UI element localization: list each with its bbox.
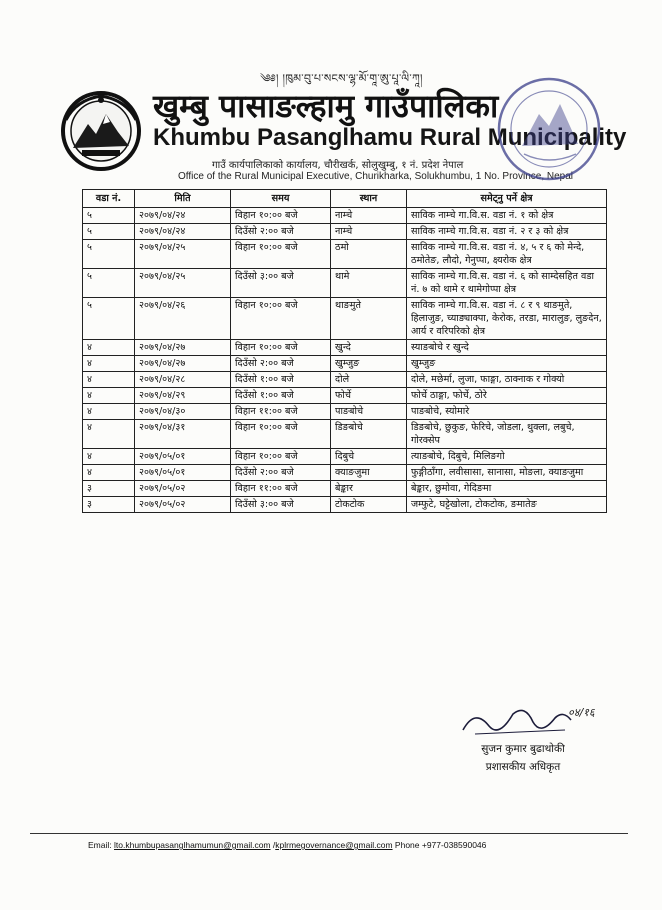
signer-name: सुजन कुमार बुढाथोकी — [481, 743, 565, 755]
area-cell: स्याङबोचे र खुन्दे — [407, 340, 607, 356]
table-row — [83, 269, 607, 298]
time-cell: दिउँसो १:०० बजे — [231, 372, 331, 388]
area-cell: साविक नाम्चे गा.वि.स. वडा नं. ८ र ९ थाङमुते, हिलाजुङ, च्याङ्याक्पा, केरोक, तरडा, मारालुङ, लुङदेन, आर्य र वरिपरिको क्षेत्र — [407, 298, 607, 340]
place-cell: थामे — [331, 269, 407, 298]
municipality-emblem-icon — [60, 90, 142, 172]
date-cell: २०७९/०४/२४ — [135, 208, 231, 224]
place-cell: बेङ्कार — [331, 481, 407, 497]
place-cell: नाम्चे — [331, 224, 407, 240]
time-cell: दिउँसो २:०० बजे — [231, 465, 331, 481]
date-cell: २०७९/०५/०२ — [135, 481, 231, 497]
municipality-title-nepali: खुम्बु पासाङल्हामु गाउँपालिका — [153, 87, 499, 125]
ward-cell: ५ — [83, 224, 135, 240]
area-cell: फोर्चे ठाङ्गा, फोर्चे, ठोरे — [407, 388, 607, 404]
ward-cell: ४ — [83, 340, 135, 356]
time-cell: दिउँसो १:०० बजे — [231, 388, 331, 404]
column-header-place: स्थान — [331, 190, 407, 208]
email-link-2[interactable]: kplrmegovernance@gmail.com — [275, 840, 393, 850]
date-cell: २०७९/०४/३० — [135, 404, 231, 420]
time-cell: दिउँसो ३:०० बजे — [231, 269, 331, 298]
time-cell: दिउँसो २:०० बजे — [231, 224, 331, 240]
ward-cell: ५ — [83, 208, 135, 224]
table-row — [83, 404, 607, 420]
time-cell: विहान १०:०० बजे — [231, 240, 331, 269]
place-cell: टोकटोक — [331, 497, 407, 513]
footer-divider — [30, 833, 628, 834]
column-header-area: समेट्नु पर्ने क्षेत्र — [407, 190, 607, 208]
place-cell: खुम्जुङ — [331, 356, 407, 372]
place-cell: दिबुचे — [331, 449, 407, 465]
ward-cell: ४ — [83, 449, 135, 465]
date-cell: २०७९/०४/२५ — [135, 240, 231, 269]
place-cell: क्याङजुमा — [331, 465, 407, 481]
table-row — [83, 240, 607, 269]
date-cell: २०७९/०४/२६ — [135, 298, 231, 340]
table-row — [83, 481, 607, 497]
table-row — [83, 388, 607, 404]
date-cell: २०७९/०४/२४ — [135, 224, 231, 240]
ward-cell: ३ — [83, 481, 135, 497]
time-cell: विहान १०:०० बजे — [231, 420, 331, 449]
area-cell: डिङबोचे, छुकुङ, फेरिचे, जोडला, थुक्ला, लबुचे, गोरक्सेप — [407, 420, 607, 449]
table-row — [83, 298, 607, 340]
ward-cell: ४ — [83, 356, 135, 372]
time-cell: विहान १०:०० बजे — [231, 208, 331, 224]
signature-date: ०४/१६ — [568, 706, 595, 719]
place-cell: डिङबोचे — [331, 420, 407, 449]
table-row — [83, 372, 607, 388]
column-header-date: मिति — [135, 190, 231, 208]
area-cell: फुङ्गीठाँगा, लवीसासा, सानासा, मोङला, क्याङजुमा — [407, 465, 607, 481]
area-cell: साविक नाम्चे गा.वि.स. वडा नं. ४, ५ र ६ को मेन्दे, ठमोतेङ, लौदो, गेनुप्पा, क्ष्यरोक क्षेत्र — [407, 240, 607, 269]
date-cell: २०७९/०४/३१ — [135, 420, 231, 449]
area-cell: साविक नाम्चे गा.वि.स. वडा नं. ६ को साम्देसहित वडा नं. ७ को थामे र थामेगोप्पा क्षेत्र — [407, 269, 607, 298]
ward-cell: ४ — [83, 404, 135, 420]
schedule-table-body — [83, 208, 607, 513]
table-row — [83, 465, 607, 481]
ward-cell: ५ — [83, 240, 135, 269]
place-cell: पाङबोचे — [331, 404, 407, 420]
time-cell: दिउँसो ३:०० बजे — [231, 497, 331, 513]
table-row — [83, 356, 607, 372]
ward-cell: ४ — [83, 465, 135, 481]
tibetan-line: ༄༅། །ཁུམ་བུ་པ་སངས་ལྷ་མོ་གཱ་ཨུ་པཱ་ལི་ཀཱ། — [260, 72, 423, 85]
time-cell: विहान ११:०० बजे — [231, 481, 331, 497]
area-cell: खुम्जुङ — [407, 356, 607, 372]
date-cell: २०७९/०४/२८ — [135, 372, 231, 388]
area-cell: त्याङबोचे, दिबुचे, मिलिङगो — [407, 449, 607, 465]
area-cell: साविक नाम्चे गा.वि.स. वडा नं. १ को क्षेत्र — [407, 208, 607, 224]
column-header-ward: वडा नं. — [83, 190, 135, 208]
area-cell: दोले, मछेर्मा, लुजा, फाङ्गा, ठाक्नाक र गोक्यो — [407, 372, 607, 388]
time-cell: दिउँसो २:०० बजे — [231, 356, 331, 372]
date-cell: २०७९/०४/२९ — [135, 388, 231, 404]
email-link-1[interactable]: lto.khumbupasanglhamumun@gmail.com — [114, 840, 271, 850]
date-cell: २०७९/०५/०२ — [135, 497, 231, 513]
place-cell: थाङमुते — [331, 298, 407, 340]
time-cell: विहान १०:०० बजे — [231, 298, 331, 340]
table-row — [83, 449, 607, 465]
phone-number: Phone +977-038590046 — [394, 840, 487, 850]
place-cell: नाम्चे — [331, 208, 407, 224]
schedule-table — [82, 189, 607, 513]
date-cell: २०७९/०४/२७ — [135, 340, 231, 356]
ward-cell: ५ — [83, 298, 135, 340]
ward-cell: ४ — [83, 388, 135, 404]
time-cell: विहान ११:०० बजे — [231, 404, 331, 420]
signer-designation: प्रशासकीय अधिकृत — [485, 761, 561, 773]
column-header-time: समय — [231, 190, 331, 208]
email-separator: / — [270, 840, 276, 850]
table-row — [83, 420, 607, 449]
date-cell: २०७९/०५/०१ — [135, 449, 231, 465]
municipality-title-english: Khumbu Pasanglhamu Rural Municipality — [153, 124, 627, 151]
area-cell: जम्फुटे, घट्टेखोला, टोकटोक, ङमातेङ — [407, 497, 607, 513]
date-cell: २०७९/०४/२५ — [135, 269, 231, 298]
place-cell: ठमो — [331, 240, 407, 269]
ward-cell: ३ — [83, 497, 135, 513]
place-cell: खुन्दे — [331, 340, 407, 356]
place-cell: फोर्चे — [331, 388, 407, 404]
place-cell: दोले — [331, 372, 407, 388]
ward-cell: ५ — [83, 269, 135, 298]
area-cell: बेङ्कार, छुमोवा, गेदिङमा — [407, 481, 607, 497]
office-address-nepali: गाउँ कार्यपालिकाको कार्यालय, चौरीखर्क, सोलुखुम्बु, १ नं. प्रदेश नेपाल — [212, 160, 464, 171]
table-row — [83, 497, 607, 513]
table-row — [83, 340, 607, 356]
ward-cell: ४ — [83, 372, 135, 388]
email-label: Email: — [88, 840, 112, 850]
table-row — [83, 208, 607, 224]
letterhead — [0, 0, 662, 200]
office-stamp-icon — [494, 74, 604, 184]
table-header-row — [83, 190, 607, 208]
area-cell: पाङबोचे, स्योमारे — [407, 404, 607, 420]
table-row — [83, 224, 607, 240]
date-cell: २०७९/०५/०१ — [135, 465, 231, 481]
contact-footer — [88, 840, 486, 850]
ward-cell: ४ — [83, 420, 135, 449]
time-cell: विहान १०:०० बजे — [231, 449, 331, 465]
time-cell: विहान १०:०० बजे — [231, 340, 331, 356]
office-address-english: Office of the Rural Municipal Executive, Churikharka, Solukhumbu, 1 No. Province, Nepal — [178, 171, 574, 182]
area-cell: साविक नाम्चे गा.वि.स. वडा नं. २ र ३ को क्षेत्र — [407, 224, 607, 240]
date-cell: २०७९/०४/२७ — [135, 356, 231, 372]
